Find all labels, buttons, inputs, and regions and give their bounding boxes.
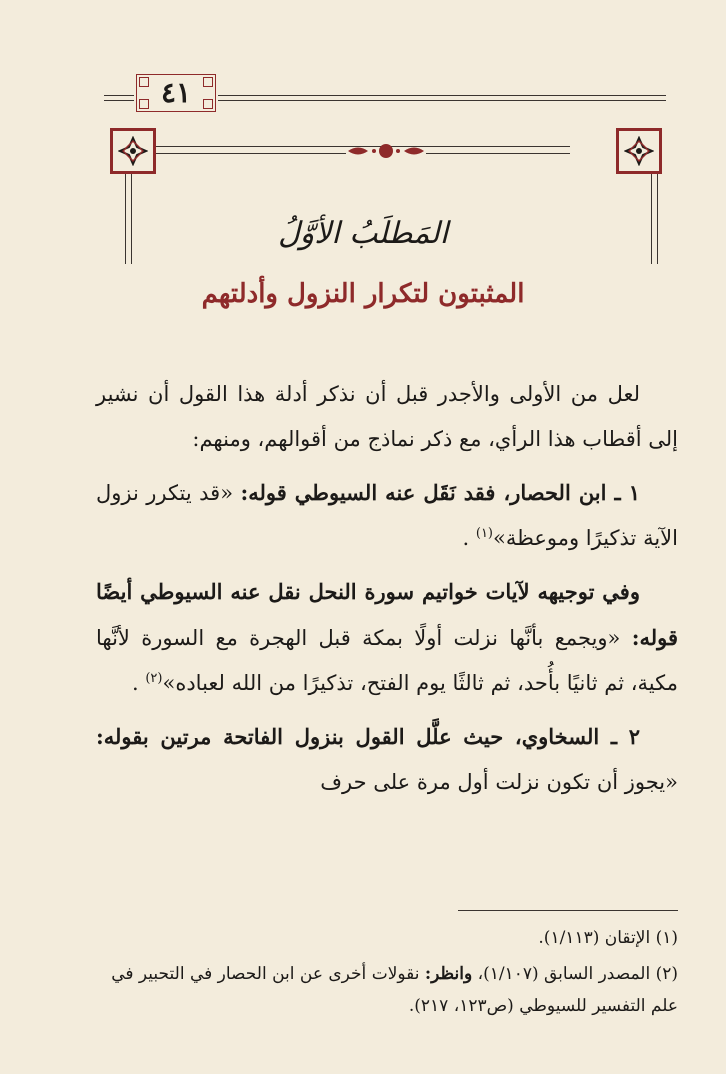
page-number: ٤١ — [160, 76, 192, 109]
footnote-ref-2[interactable]: (٢) — [145, 671, 163, 686]
paragraph-lead: ٢ ـ السخاوي، حيث علَّل القول بنزول الفاتحة مرتين بقوله: — [96, 724, 640, 749]
footnote-separator — [458, 910, 678, 911]
footnote-2-see: وانظر: — [424, 964, 473, 984]
paragraph-intro: لعل من الأولى والأجدر قبل أن نذكر أدلة هذا القول أن نشير إلى أقطاب هذا الرأي، مع ذكر نماذج من أقوالهم، ومنهم: — [96, 382, 678, 451]
star-ornament-left-icon — [110, 128, 156, 174]
footnote-2-text: نقولات أخرى عن ابن الحصار في التحبير في علم التفسير للسيوطي (ص١٢٣، ٢١٧). — [111, 964, 678, 1016]
quotation: «قد يتكرر نزول الآية تذكيرًا وموعظة» — [96, 481, 678, 550]
header-rule-right-2 — [218, 100, 666, 101]
star-ornament-right-icon — [616, 128, 662, 174]
footnote-ref-1[interactable]: (١) — [475, 526, 493, 541]
frame-corner-icon — [139, 99, 149, 109]
paragraph-lead: وفي توجيهه لآيات خواتيم سورة النحل نقل عنه السيوطي أيضًا قوله: — [96, 579, 678, 650]
frame-corner-icon — [203, 99, 213, 109]
paragraph-nahl — [96, 569, 678, 706]
header-rule-left-2 — [104, 100, 134, 101]
paragraph-ibn-alhassar — [96, 470, 678, 561]
paragraph-end: . — [462, 526, 476, 550]
header-rule-left — [104, 95, 134, 96]
section-label: المَطلَبُ الأوَّلُ — [277, 216, 449, 251]
paragraph-lead: ١ ـ ابن الحصار، فقد نَقَل عنه السيوطي قوله: — [240, 480, 640, 505]
footnote-1: (١) الإتقان (١/١١٣). — [538, 928, 678, 948]
header-rule-right — [218, 95, 666, 96]
quotation: «يجوز أن تكون نزلت أول مرة على حرف — [320, 770, 678, 794]
footnote-2-source: (٢) المصدر السابق (١/١٠٧)، — [472, 964, 678, 984]
footnote-2 — [96, 958, 678, 1022]
paragraph-end: . — [131, 671, 146, 695]
quotation: «ويجمع بأنَّها نزلت أولًا بمكة قبل الهجرة مع السورة لأنَّها مكية، ثم ثانيًا بأُحد، ثم ثالثًا يوم الفتح، تذكيرًا من الله لعباده» — [96, 626, 678, 695]
footnotes — [96, 922, 678, 1026]
body-text — [96, 372, 678, 813]
frame-corner-icon — [203, 77, 213, 87]
section-title: المثبتون لتكرار النزول وأدلتهم — [201, 279, 525, 309]
paragraph-sakhawi — [96, 714, 678, 805]
frame-corner-icon — [139, 77, 149, 87]
center-flourish-icon — [346, 142, 426, 160]
page-number-frame — [136, 74, 216, 112]
